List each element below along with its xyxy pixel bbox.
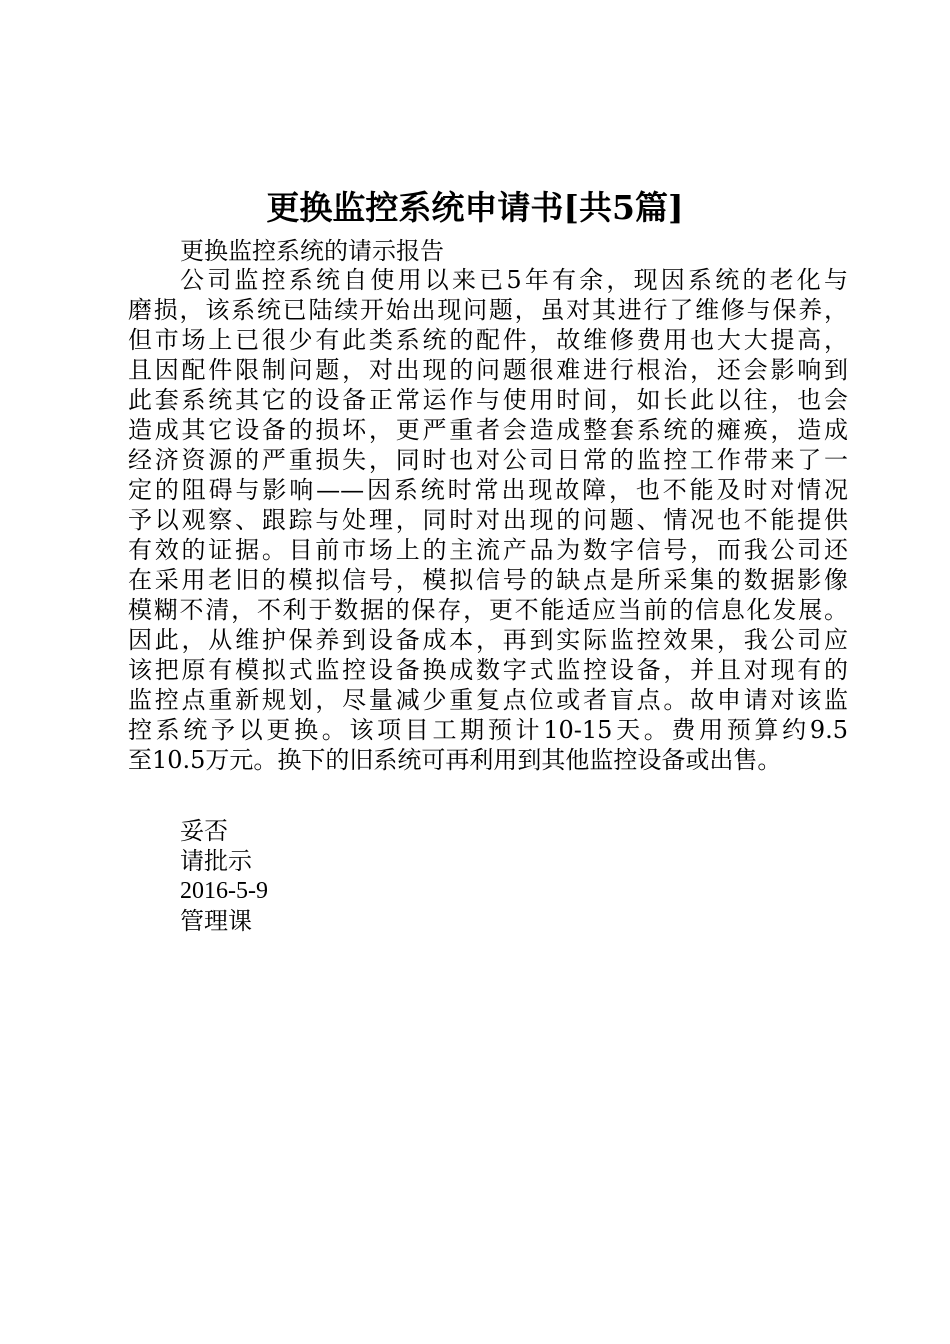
closing-request: 请批示: [180, 847, 252, 875]
document-closing: [180, 816, 268, 936]
body-line: 公司监控系统自使用以来已5年有余，现因系统的老化与: [180, 266, 848, 294]
closing-remark: 妥否: [180, 817, 228, 845]
closing-department: 管理课: [180, 907, 252, 935]
body-line: 在采用老旧的模拟信号，模拟信号的缺点是所采集的数据影像: [128, 566, 848, 594]
body-line: 有效的证据。目前市场上的主流产品为数字信号，而我公司还: [128, 536, 848, 564]
body-line: 模糊不清，不利于数据的保存，更不能适应当前的信息化发展。: [128, 596, 848, 624]
body-line: 予以观察、跟踪与处理，同时对出现的问题、情况也不能提供: [128, 506, 848, 534]
body-line: 但市场上已很少有此类系统的配件，故维修费用也大大提高，: [128, 326, 848, 354]
body-line: 磨损，该系统已陆续开始出现问题，虽对其进行了维修与保养，: [128, 296, 848, 324]
document-title: 更换监控系统申请书[共5篇]: [266, 188, 684, 227]
body-line: 定的阻碍与影响——因系统时常出现故障，也不能及时对情况: [128, 476, 848, 504]
body-line: 控系统予以更换。该项目工期预计10-15天。费用预算约9.5: [128, 716, 848, 744]
body-line: 该把原有模拟式监控设备换成数字式监控设备，并且对现有的: [128, 656, 848, 684]
body-line: 监控点重新规划，尽量减少重复点位或者盲点。故申请对该监: [128, 686, 848, 714]
body-line: 至10.5万元。换下的旧系统可再利用到其他监控设备或出售。: [128, 746, 782, 774]
body-line: 造成其它设备的损坏，更严重者会造成整套系统的瘫痪，造成: [128, 416, 848, 444]
body-line: 因此，从维护保养到设备成本，再到实际监控效果，我公司应: [128, 626, 848, 654]
body-line: 此套系统其它的设备正常运作与使用时间，如长此以往，也会: [128, 386, 848, 414]
document-body: [128, 265, 848, 775]
body-line: 经济资源的严重损失，同时也对公司日常的监控工作带来了一: [128, 446, 848, 474]
closing-date: 2016-5-9: [180, 878, 268, 904]
document-subtitle: 更换监控系统的请示报告: [180, 237, 444, 265]
body-line: 且因配件限制问题，对出现的问题很难进行根治，还会影响到: [128, 356, 848, 384]
